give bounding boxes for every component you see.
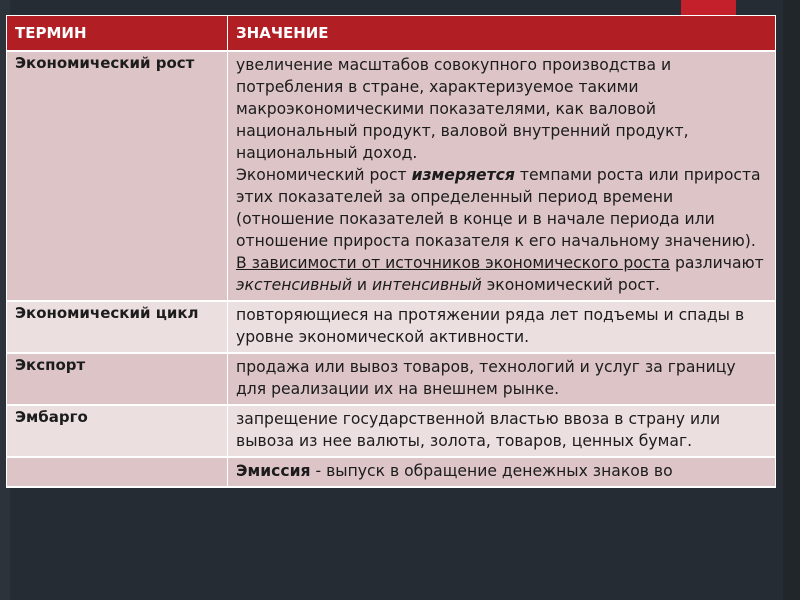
accent-bar-top — [681, 0, 736, 16]
italic-text: экстенсивный — [236, 276, 352, 294]
meaning-text: Экономический рост — [236, 166, 412, 184]
column-header-meaning: ЗНАЧЕНИЕ — [228, 16, 776, 52]
glossary-table — [6, 15, 776, 488]
table-header-row — [7, 16, 776, 52]
underlined-text: В зависимости от источников экономического роста — [236, 254, 670, 272]
term-cell: Эмбарго — [7, 405, 228, 457]
term-cell: Экономический рост — [7, 51, 228, 301]
meaning-text: и — [351, 276, 373, 294]
table-row — [7, 353, 776, 405]
meaning-text: темпами роста или прироста этих показателей за определенный период времени (отношение показателей в конце и в начале периода или отношение прироста показателя к его начальному значению). — [236, 166, 761, 250]
emphasis-text: измеряется — [411, 166, 515, 184]
table-row — [7, 301, 776, 353]
meaning-text: экономический рост. — [481, 276, 660, 294]
meaning-text: увеличение масштабов совокупного производства и потребления в стране, характеризуемое такими макроэкономическими показателями, как валовой национальный продукт, валовой внутренний продукт, национальный доход. — [236, 56, 689, 162]
emphasis-text: Эмиссия — [236, 462, 311, 480]
italic-text: интенсивный — [372, 276, 482, 294]
table-row — [7, 457, 776, 487]
meaning-cell: повторяющиеся на протяжении ряда лет подъемы и спады в уровне экономической активности. — [228, 301, 776, 353]
accent-bar-right — [783, 0, 800, 600]
term-cell: Экспорт — [7, 353, 228, 405]
meaning-cell: продажа или вывоз товаров, технологий и услуг за границу для реализации их на внешнем рынке. — [228, 353, 776, 405]
table-row — [7, 51, 776, 301]
meaning-cell: запрещение государственной властью ввоза в страну или вывоза из нее валюты, золота, товаров, ценных бумаг. — [228, 405, 776, 457]
meaning-text: различают — [669, 254, 764, 272]
meaning-text: - выпуск в обращение денежных знаков во — [310, 462, 673, 480]
term-cell — [7, 457, 228, 487]
term-cell: Экономический цикл — [7, 301, 228, 353]
table-row — [7, 405, 776, 457]
column-header-term: ТЕРМИН — [7, 16, 228, 52]
meaning-cell — [228, 457, 776, 487]
meaning-cell — [228, 51, 776, 301]
